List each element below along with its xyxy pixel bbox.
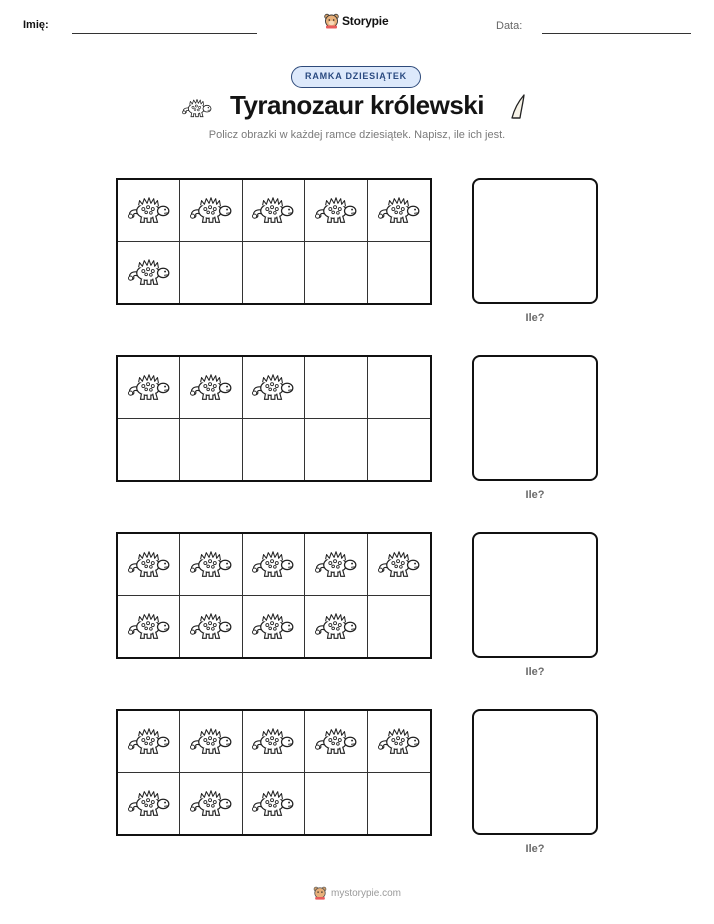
ankylosaurus-dino-icon	[375, 547, 423, 581]
ten-frame-cell	[180, 711, 242, 773]
ten-frame-cell	[305, 534, 367, 596]
ankylosaurus-dino-icon	[249, 786, 297, 820]
ankylosaurus-dino-icon	[312, 547, 360, 581]
ten-frame-cell	[243, 773, 305, 835]
ten-frame-cell	[180, 534, 242, 596]
name-label: Imię:	[23, 19, 49, 31]
ankylosaurus-dino-icon	[187, 547, 235, 581]
worksheet-type-badge: RAMKA DZIESIĄTEK	[291, 66, 421, 88]
ankylosaurus-dino-icon	[249, 193, 297, 227]
ten-frame-cell	[368, 242, 430, 304]
ankylosaurus-dino-icon	[125, 370, 173, 404]
ankylosaurus-dino-icon	[125, 547, 173, 581]
ten-frame-cell	[118, 357, 180, 419]
ankylosaurus-dino-icon	[187, 193, 235, 227]
tooth-icon	[508, 92, 528, 122]
ten-frame-cell	[368, 773, 430, 835]
ten-frame-cell	[243, 242, 305, 304]
ten-frame-cell	[118, 596, 180, 658]
ten-frame	[116, 178, 432, 305]
date-label: Data:	[496, 20, 523, 32]
answer-box[interactable]	[472, 532, 598, 658]
ten-frame-cell	[180, 773, 242, 835]
ten-frame-cell	[368, 711, 430, 773]
storypie-bear-logo-icon	[324, 13, 339, 29]
ankylosaurus-dino-icon	[249, 609, 297, 643]
answer-label: Ile?	[525, 666, 545, 678]
ten-frame-cell	[368, 596, 430, 658]
ankylosaurus-dino-icon	[249, 724, 297, 758]
ten-frame	[116, 532, 432, 659]
ten-frame-cell	[180, 596, 242, 658]
ten-frame-cell	[243, 711, 305, 773]
ten-frame-cell	[118, 534, 180, 596]
worksheet-header	[0, 0, 714, 50]
ten-frame-cell	[305, 596, 367, 658]
ankylosaurus-dino-icon	[375, 193, 423, 227]
ten-frame-cell	[118, 242, 180, 304]
brand-name: Storypie	[342, 14, 389, 28]
ankylosaurus-dino-icon	[187, 370, 235, 404]
ankylosaurus-dino-icon	[125, 609, 173, 643]
ten-frame-cell	[305, 711, 367, 773]
ten-frame-cell	[180, 357, 242, 419]
ten-frame-cell	[118, 419, 180, 481]
ten-frame-cell	[305, 180, 367, 242]
ten-frame-cell	[243, 180, 305, 242]
footer	[0, 886, 714, 900]
date-field[interactable]	[542, 33, 691, 34]
ten-frame-cell	[368, 419, 430, 481]
brand-logo	[324, 13, 388, 29]
answer-box[interactable]	[472, 355, 598, 481]
ten-frame-cell	[180, 419, 242, 481]
ankylosaurus-dino-icon	[125, 786, 173, 820]
ankylosaurus-dino-icon	[187, 609, 235, 643]
answer-label: Ile?	[525, 843, 545, 855]
ankylosaurus-dino-icon	[125, 193, 173, 227]
answer-box[interactable]	[472, 178, 598, 304]
ten-frame-cell	[118, 711, 180, 773]
ten-frame	[116, 355, 432, 482]
answer-box[interactable]	[472, 709, 598, 835]
ten-frame-cell	[305, 357, 367, 419]
ten-frame-cell	[305, 419, 367, 481]
ten-frame-cell	[305, 773, 367, 835]
name-field[interactable]	[72, 33, 257, 34]
instructions: Policz obrazki w każdej ramce dziesiątek. Napisz, ile ich jest.	[208, 129, 506, 141]
ankylosaurus-dino-icon	[249, 547, 297, 581]
footer-logo-icon	[313, 886, 327, 900]
ankylosaurus-dino-icon	[187, 786, 235, 820]
ankylosaurus-dino-icon	[312, 193, 360, 227]
ten-frame-cell	[243, 534, 305, 596]
ankylosaurus-dino-icon	[312, 609, 360, 643]
ten-frame-cell	[368, 357, 430, 419]
ten-frame-cell	[243, 596, 305, 658]
ankylosaurus-dino-icon	[187, 724, 235, 758]
ten-frame-cell	[180, 180, 242, 242]
ankylosaurus-dino-icon	[125, 255, 173, 289]
ankylosaurus-dino-icon	[375, 724, 423, 758]
ten-frame-cell	[305, 242, 367, 304]
ankylosaurus-dino-icon	[249, 370, 297, 404]
ankylosaurus-dino-icon	[125, 724, 173, 758]
page-title: Tyranozaur królewski	[230, 90, 484, 120]
ten-frame-cell	[118, 180, 180, 242]
ten-frame-cell	[118, 773, 180, 835]
ankylosaurus-dino-icon	[312, 724, 360, 758]
ten-frame-cell	[368, 180, 430, 242]
footer-url: mystorypie.com	[330, 887, 401, 899]
answer-label: Ile?	[525, 489, 545, 501]
ten-frame-cell	[180, 242, 242, 304]
answer-label: Ile?	[525, 312, 545, 324]
ten-frame	[116, 709, 432, 836]
ten-frame-cell	[243, 357, 305, 419]
ten-frame-cell	[243, 419, 305, 481]
ten-frame-cell	[368, 534, 430, 596]
